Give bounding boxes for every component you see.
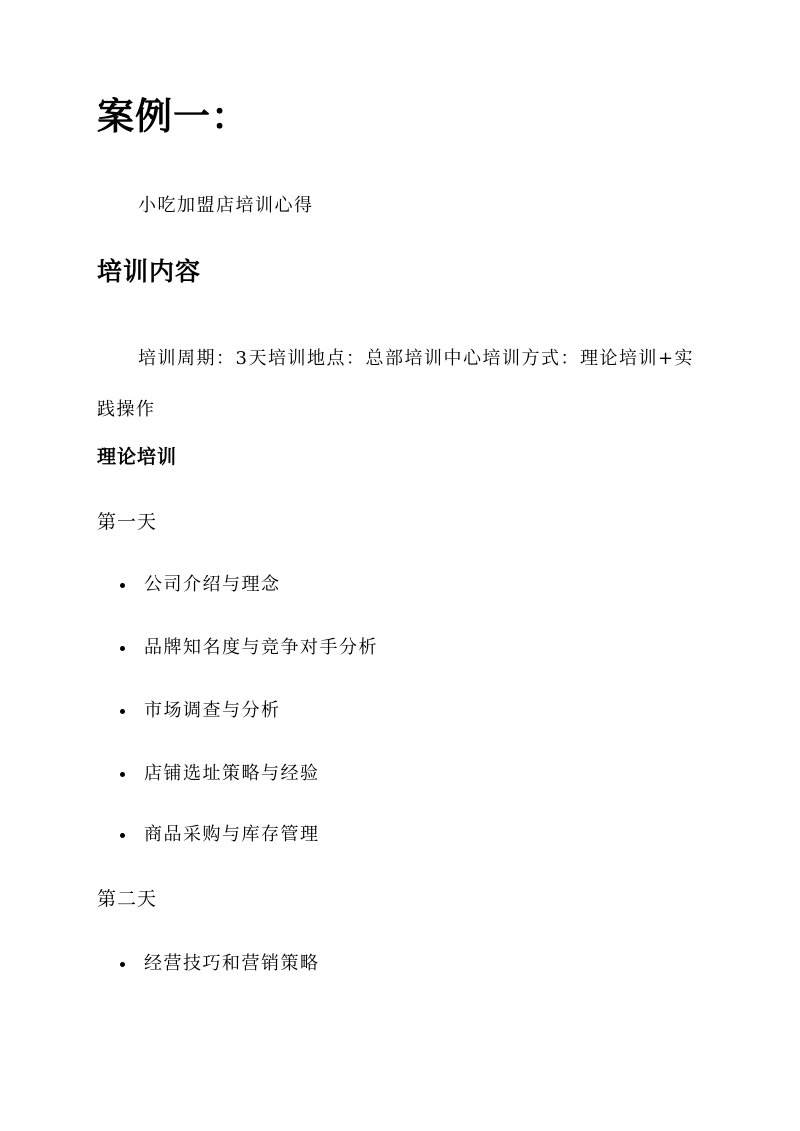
bullet-icon xyxy=(120,833,125,838)
list-item-label: 经营技巧和营销策略 xyxy=(144,953,320,974)
bullet-icon xyxy=(120,709,125,714)
list-item-label: 品牌知名度与竞争对手分析 xyxy=(144,637,378,658)
section-heading-theory: 理论培训 xyxy=(97,446,178,468)
list-item xyxy=(120,702,281,720)
list-item-label: 市场调查与分析 xyxy=(144,700,281,721)
page-title: 案例一： xyxy=(97,94,249,138)
bullet-icon xyxy=(120,583,125,588)
list-item xyxy=(120,576,281,594)
list-item xyxy=(120,955,320,973)
document-subtitle: 小吃加盟店培训心得 xyxy=(138,195,314,216)
bullet-icon xyxy=(120,646,125,651)
training-intro-paragraph: 培训周期：3天培训地点：总部培训中心培训方式：理论培训+实践操作 xyxy=(97,348,695,420)
list-item-label: 店铺选址策略与经验 xyxy=(144,763,320,784)
list-item xyxy=(120,639,378,657)
bullet-icon xyxy=(120,772,125,777)
list-item-label: 商品采购与库存管理 xyxy=(144,824,320,845)
list-item-label: 公司介绍与理念 xyxy=(144,574,281,595)
list-item xyxy=(120,765,320,783)
day2-heading: 第二天 xyxy=(97,888,158,910)
bullet-icon xyxy=(120,962,125,967)
section-heading-training-content: 培训内容 xyxy=(97,257,202,286)
list-item xyxy=(120,826,320,844)
day1-heading: 第一天 xyxy=(97,511,158,533)
